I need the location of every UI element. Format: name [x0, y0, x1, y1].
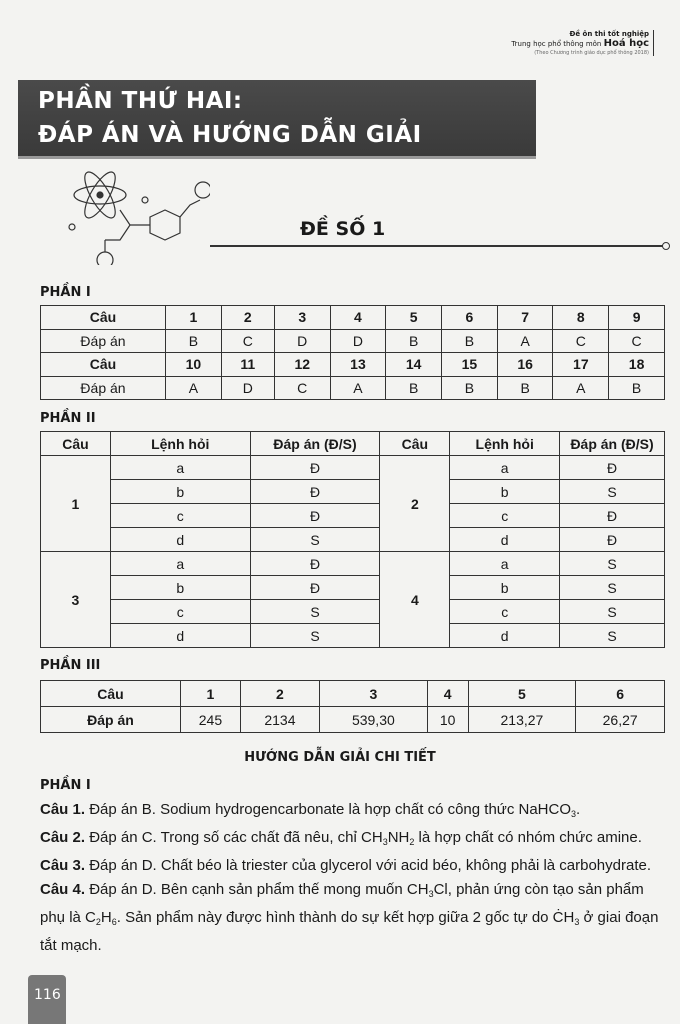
table-cell: 1 [181, 681, 241, 707]
text-segment: là hợp chất có nhóm chức amine. [414, 829, 642, 846]
subscript: 2 [95, 917, 101, 927]
question-number: Câu 4. [40, 881, 86, 898]
table-row [41, 376, 665, 400]
table-cell: Đ [250, 456, 380, 480]
table-row [41, 528, 665, 552]
table-cell: 9 [609, 306, 665, 330]
table-cell: Đáp án [41, 329, 166, 353]
table-row [41, 306, 665, 330]
table-cell: 10 [427, 707, 468, 733]
table-cell: 4 [380, 552, 450, 648]
table-cell: Lệnh hỏi [450, 432, 560, 456]
table-cell: 2134 [240, 707, 319, 733]
table-cell: S [560, 600, 665, 624]
table-cell: A [166, 376, 222, 400]
table-cell: d [450, 528, 560, 552]
table-cell: 1 [166, 306, 222, 330]
table-cell: 2 [380, 456, 450, 552]
table-cell: 13 [330, 353, 386, 377]
table-cell: 11 [221, 353, 274, 377]
question-number: Câu 3. [40, 857, 86, 874]
table-row [41, 552, 665, 576]
table-cell: B [497, 376, 553, 400]
banner-line2: ĐÁP ÁN VÀ HƯỚNG DẪN GIẢI [38, 122, 422, 148]
part3-answer-table [40, 680, 665, 733]
solutions-title: HƯỚNG DẪN GIẢI CHI TIẾT [244, 750, 436, 765]
text-segment: Đáp án D. Chất béo là triester của glycerol với acid béo, không phải là carbohydrate. [89, 857, 652, 874]
subscript: 6 [111, 917, 117, 927]
table-cell: Đ [560, 456, 665, 480]
table-cell: C [553, 329, 609, 353]
table-cell: 18 [609, 353, 665, 377]
table-cell: 26,27 [576, 707, 665, 733]
table-cell: b [110, 480, 250, 504]
table-cell: 12 [274, 353, 330, 377]
part2-label: PHẦN II [40, 411, 96, 426]
part2-answer-table [40, 431, 665, 648]
solutions-part-label: PHẦN I [40, 778, 91, 793]
table-cell: 8 [553, 306, 609, 330]
table-cell: B [386, 376, 442, 400]
table-cell: 5 [386, 306, 442, 330]
subscript: 3 [428, 889, 434, 899]
table-cell: 16 [497, 353, 553, 377]
table-cell: S [250, 528, 380, 552]
table-cell: 3 [319, 681, 427, 707]
table-cell: S [560, 576, 665, 600]
text-segment: Đáp án D. Bên cạnh sản phẩm thế mong muốn CH [89, 881, 429, 898]
table-row [41, 504, 665, 528]
table-cell: Đáp án [41, 376, 166, 400]
table-cell: Đáp án (Đ/S) [250, 432, 380, 456]
table-cell: Câu [41, 306, 166, 330]
table-cell: S [250, 624, 380, 648]
subscript: 3 [382, 837, 388, 847]
table-cell: C [274, 376, 330, 400]
table-cell: Câu [41, 432, 111, 456]
table-cell: 3 [274, 306, 330, 330]
table-cell: S [560, 624, 665, 648]
table-cell: 17 [553, 353, 609, 377]
table-cell: c [110, 504, 250, 528]
table-cell: S [250, 600, 380, 624]
solutions-text [40, 798, 670, 958]
header-subject: Hoá học [603, 38, 649, 50]
table-cell: B [386, 329, 442, 353]
text-segment: . Sản phẩm này được hình thành do sự kết hợp giữa 2 gốc tự do ĊH [116, 909, 575, 926]
subscript: 3 [574, 917, 580, 927]
table-cell: 213,27 [468, 707, 576, 733]
text-segment: H [100, 909, 112, 926]
table-cell: 1 [41, 456, 111, 552]
table-cell: Câu [41, 681, 181, 707]
table-cell: 3 [41, 552, 111, 648]
table-cell: 7 [497, 306, 553, 330]
table-row [41, 456, 665, 480]
table-cell: 4 [330, 306, 386, 330]
question-number: Câu 1. [40, 801, 86, 818]
table-cell: D [330, 329, 386, 353]
table-cell: A [330, 376, 386, 400]
table-row [41, 480, 665, 504]
part1-answer-table [40, 305, 665, 400]
table-cell: B [442, 329, 498, 353]
table-cell: b [450, 480, 560, 504]
table-cell: a [110, 456, 250, 480]
table-cell: 2 [240, 681, 319, 707]
table-cell: Đ [560, 504, 665, 528]
title-rule [210, 245, 665, 247]
table-cell: Đ [250, 576, 380, 600]
text-segment: Đáp án B. Sodium hydrogencarbonate là hợp chất có công thức NaHCO [89, 801, 572, 818]
table-cell: 14 [386, 353, 442, 377]
text-segment: ở giai đoạn tắt mạch. [40, 909, 659, 954]
text-segment: Cl, phản ứng còn tạo sản phẩm phụ là C [40, 881, 644, 926]
table-cell: B [166, 329, 222, 353]
table-row [41, 329, 665, 353]
table-cell: 245 [181, 707, 241, 733]
table-cell: S [560, 552, 665, 576]
text-segment: Đáp án C. Trong số các chất đã nêu, chỉ CH [89, 829, 383, 846]
text-segment: NH [387, 829, 410, 846]
table-cell: C [609, 329, 665, 353]
header-line2 [511, 38, 649, 50]
subscript: 2 [409, 837, 415, 847]
table-cell: a [450, 552, 560, 576]
table-cell: d [110, 528, 250, 552]
table-cell: a [450, 456, 560, 480]
table-row [41, 681, 665, 707]
table-row [41, 624, 665, 648]
table-cell: 539,30 [319, 707, 427, 733]
solution-item [40, 798, 670, 826]
table-cell: Đ [560, 528, 665, 552]
table-cell: Câu [41, 353, 166, 377]
table-row [41, 600, 665, 624]
table-cell: 5 [468, 681, 576, 707]
text-segment: . [576, 801, 581, 818]
table-cell: D [274, 329, 330, 353]
section-banner [18, 80, 536, 156]
table-cell: B [609, 376, 665, 400]
table-cell: 2 [221, 306, 274, 330]
table-row [41, 707, 665, 733]
table-row [41, 353, 665, 377]
table-cell: a [110, 552, 250, 576]
header-prefix: Trung học phổ thông môn [511, 40, 602, 49]
table-cell: Lệnh hỏi [110, 432, 250, 456]
table-cell: A [553, 376, 609, 400]
table-cell: B [442, 376, 498, 400]
table-cell: S [560, 480, 665, 504]
table-cell: d [450, 624, 560, 648]
table-cell: c [110, 600, 250, 624]
table-cell: d [110, 624, 250, 648]
table-cell: b [450, 576, 560, 600]
table-cell: b [110, 576, 250, 600]
solution-item [40, 854, 670, 878]
table-row [41, 576, 665, 600]
molecule-illustration-icon [60, 165, 210, 265]
table-cell: Đ [250, 480, 380, 504]
page-number: 116 [28, 975, 66, 1024]
table-cell: c [450, 600, 560, 624]
table-cell: Đ [250, 504, 380, 528]
table-cell: c [450, 504, 560, 528]
table-row [41, 432, 665, 456]
solution-item [40, 826, 670, 854]
header-line1: Đề ôn thi tốt nghiệp [569, 30, 649, 38]
banner-line1: PHẦN THỨ HAI: [38, 88, 243, 114]
subscript: 3 [571, 809, 577, 819]
table-cell: 10 [166, 353, 222, 377]
table-cell: Đ [250, 552, 380, 576]
table-cell: 6 [442, 306, 498, 330]
table-cell: Đáp án (Đ/S) [560, 432, 665, 456]
solution-item [40, 878, 670, 958]
table-cell: D [221, 376, 274, 400]
part3-label: PHẦN III [40, 658, 101, 673]
table-cell: Câu [380, 432, 450, 456]
table-cell: 6 [576, 681, 665, 707]
table-cell: 4 [427, 681, 468, 707]
table-cell: 15 [442, 353, 498, 377]
question-number: Câu 2. [40, 829, 86, 846]
header-line3: (Theo Chương trình giáo dục phổ thông 2018) [534, 50, 649, 57]
part1-label: PHẦN I [40, 285, 91, 300]
table-cell: A [497, 329, 553, 353]
exam-title: ĐỀ SỐ 1 [300, 218, 386, 240]
table-cell: C [221, 329, 274, 353]
running-header [511, 30, 654, 56]
table-cell: Đáp án [41, 707, 181, 733]
